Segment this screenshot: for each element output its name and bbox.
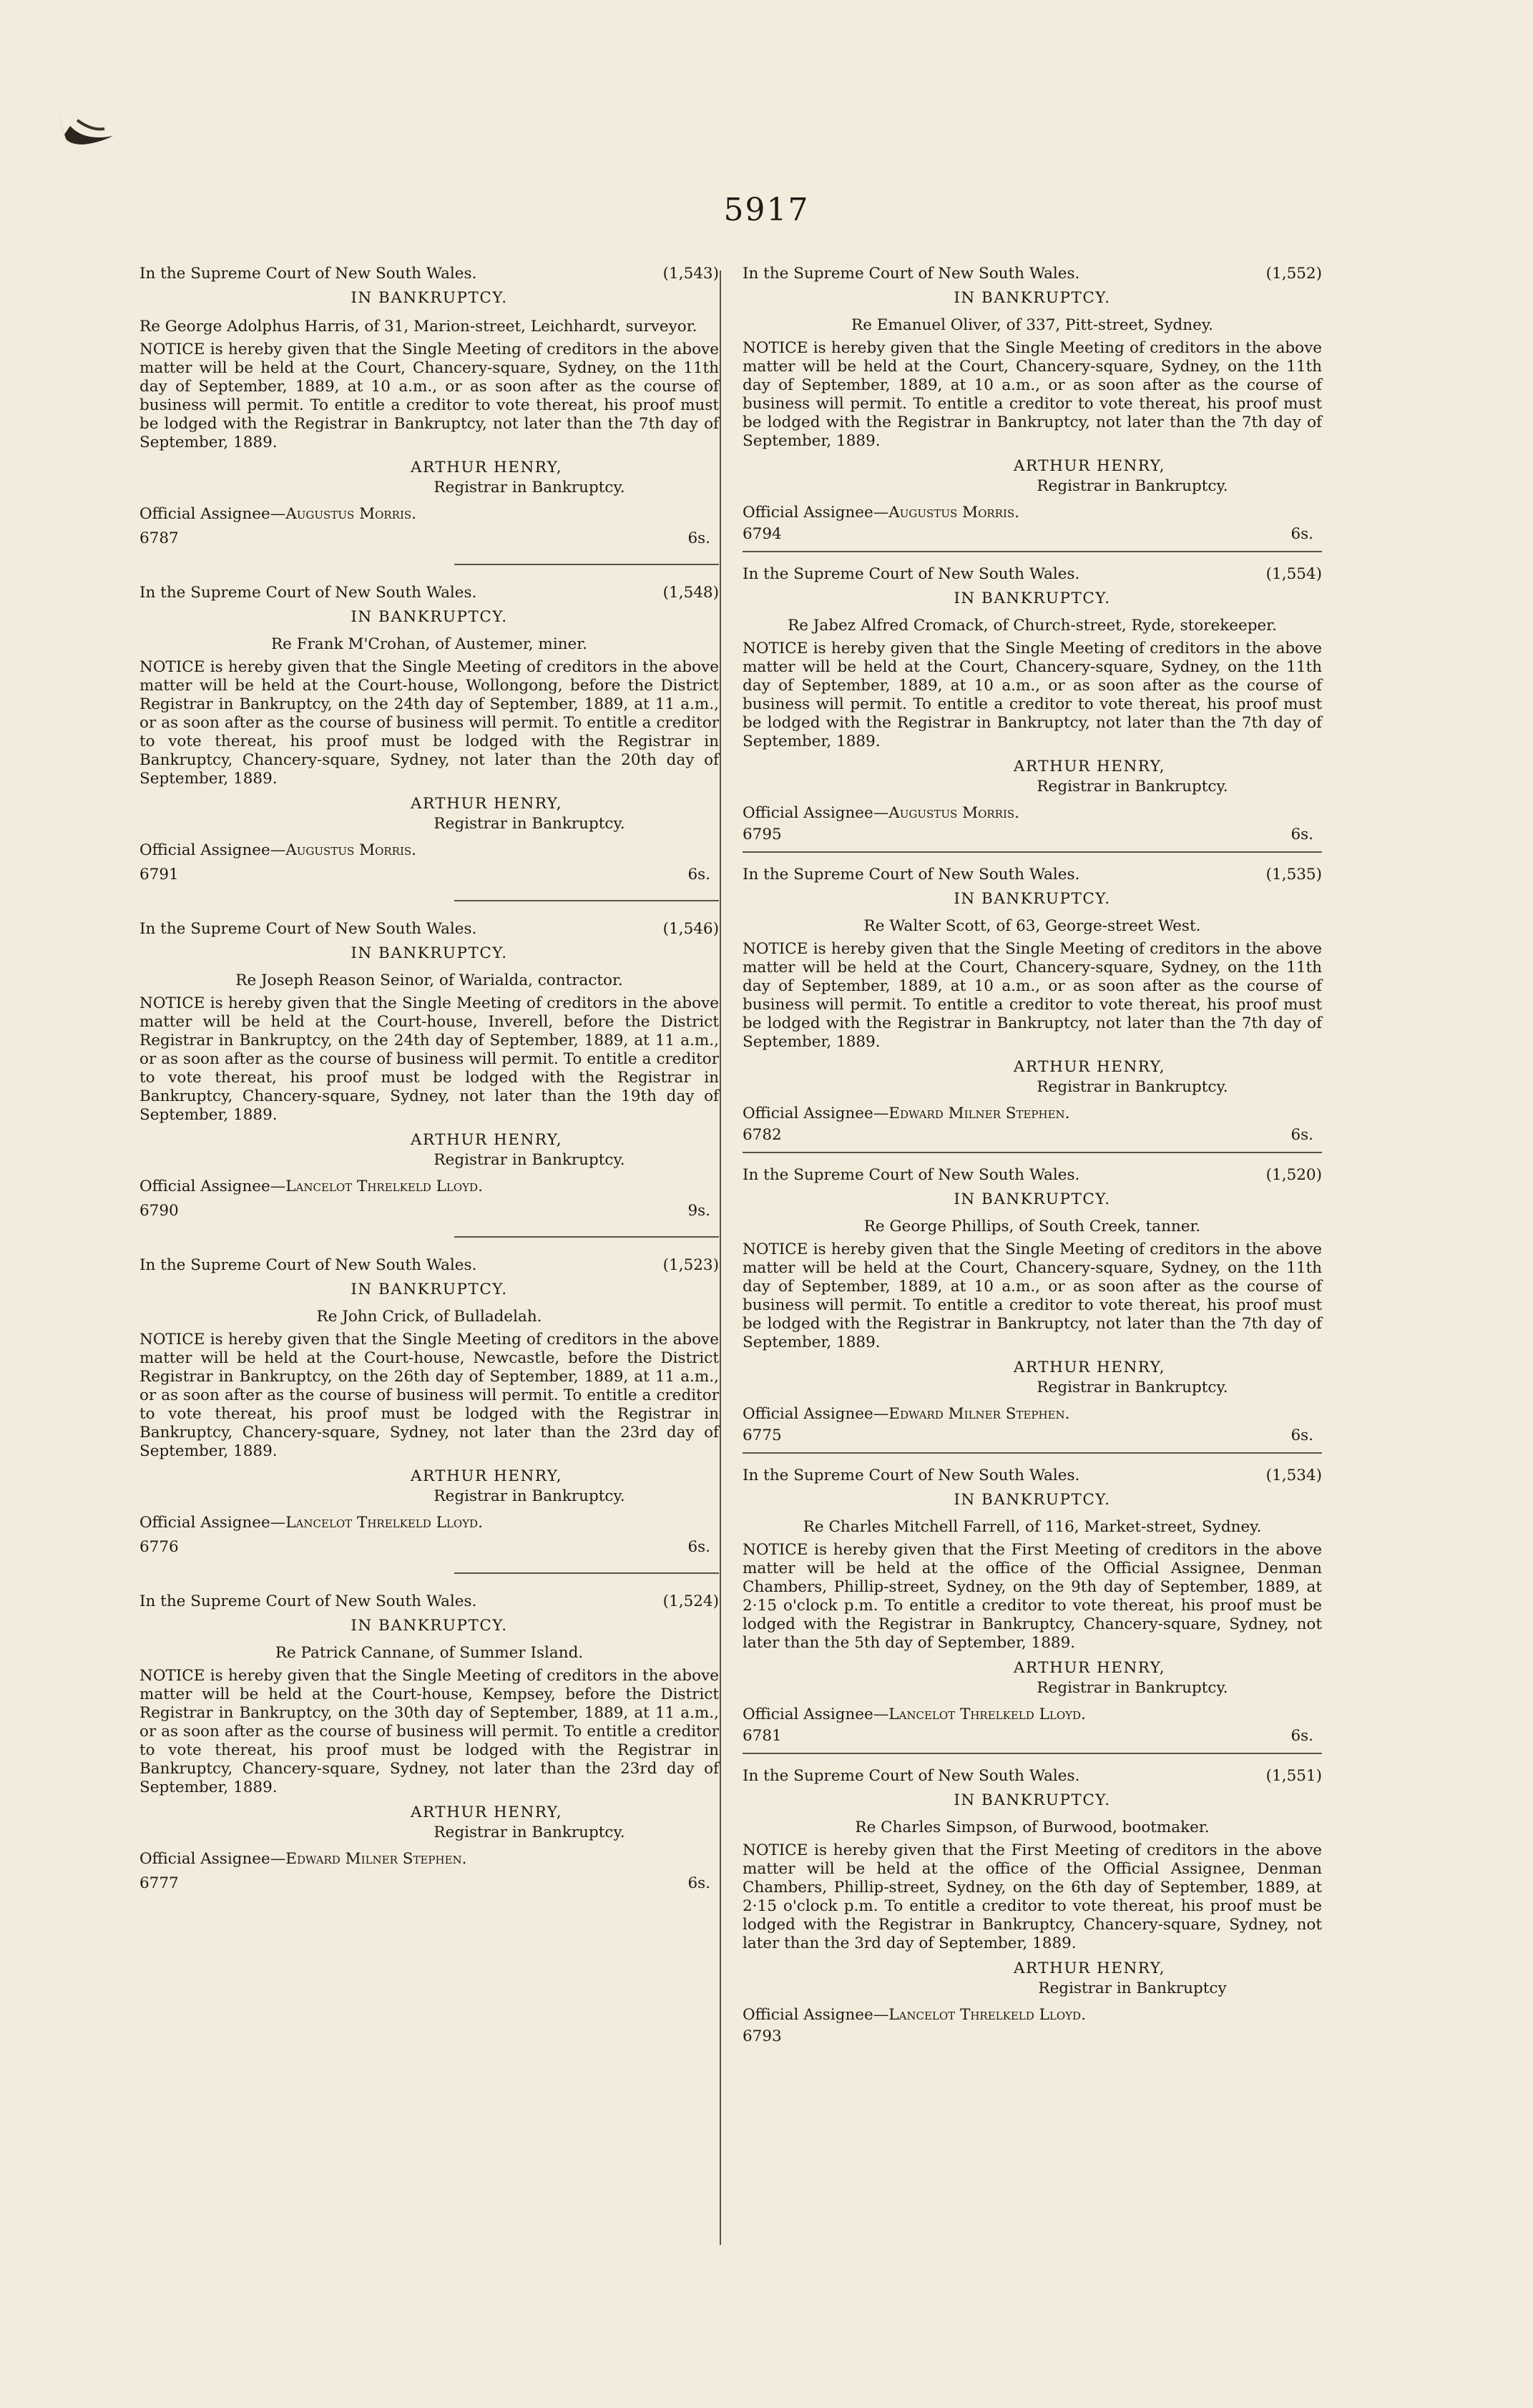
notice-number: (1,546) [662,920,719,938]
assignee-label: Official Assignee— [743,1705,889,1723]
registrar-title: Registrar in Bankruptcy. [1037,778,1228,796]
bankruptcy-notice [743,565,1322,844]
assignee-name: Lancelot Threlkeld Lloyd. [888,2006,1086,2024]
notice-heading: IN BANKRUPTCY. [351,944,508,962]
notice-number: (1,534) [1265,1467,1322,1484]
notice-fee: 6s. [1290,1126,1313,1144]
notice-heading: IN BANKRUPTCY. [351,1281,508,1298]
notice-number: (1,554) [1265,565,1322,583]
assignee-label: Official Assignee— [743,1405,889,1423]
bankruptcy-notice [139,920,719,1220]
registrar-name: ARTHUR HENRY, [1013,1359,1166,1376]
bankrupt-name: Re Walter Scott, of 63, George-street West. [863,917,1201,935]
registrar-title: Registrar in Bankruptcy [1038,1979,1227,1997]
assignee-name: Lancelot Threlkeld Lloyd. [888,1705,1086,1723]
notice-heading: IN BANKRUPTCY. [351,1617,508,1635]
notice-body: NOTICE is hereby given that the Single Meeting of creditors in the above matter will be held at the Court, Chancery-square, Sydney, on the 11th day of September, 1889, at 10 a.m., or as soon after as the course of business will permit. To entitle a creditor to vote thereat, his proof must be lodged with the Registrar in Bankruptcy, not later than the 7th day of September, 1889. [743,1240,1322,1351]
notice-divider [454,1572,719,1574]
notice-divider [743,551,1322,552]
notice-body: NOTICE is hereby given that the Single Meeting of creditors in the above matter will be held at the Court, Chancery-square, Sydney, on the 11th day of September, 1889, at 10 a.m., or as soon after as the course of business will permit. To entitle a creditor to vote thereat, his proof must be lodged with the Registrar in Bankruptcy, not later than the 7th day of September, 1889. [743,940,1322,1051]
registrar-signature [139,794,719,834]
registrar-name: ARTHUR HENRY, [410,1467,563,1485]
bankruptcy-notice [139,584,719,884]
official-assignee [743,804,1322,823]
notice-divider [743,851,1322,853]
notice-body: NOTICE is hereby given that the Single Meeting of creditors in the above matter will be held at the Court-house, Inverell, before the District Registrar in Bankruptcy, on the 24th day of September, 1889, at 11 a.m., or as soon after as the course of business will permit. To entitle a creditor to vote thereat, his proof must be lodged with the Registrar in Bankruptcy, Chancery-square, Sydney, not later than the 19th day of September, 1889. [139,994,719,1124]
bankruptcy-notice [139,1256,719,1557]
notice-divider [454,564,719,565]
notice-heading: IN BANKRUPTCY. [954,1190,1111,1208]
registrar-signature [743,757,1322,797]
registrar-signature [139,1467,719,1507]
court-name: In the Supreme Court of New South Wales. [743,866,1080,884]
assignee-name: Lancelot Threlkeld Lloyd. [285,1514,483,1532]
registrar-signature [743,1959,1322,1999]
registrar-name: ARTHUR HENRY, [410,795,563,813]
official-assignee [139,505,719,524]
assignee-label: Official Assignee— [743,1105,889,1122]
court-name: In the Supreme Court of New South Wales. [139,584,477,602]
registrar-signature [139,1803,719,1843]
reference-number: 6782 [743,1126,782,1144]
bankruptcy-notice [139,1592,719,1893]
notice-number: (1,520) [1265,1166,1322,1184]
official-assignee [743,2006,1322,2025]
assignee-label: Official Assignee— [139,505,286,523]
bankrupt-name: Re Frank M'Crohan, of Austemer, miner. [270,635,588,653]
notice-fee: 6s. [1290,1426,1313,1444]
registrar-title: Registrar in Bankruptcy. [1037,1379,1228,1396]
assignee-label: Official Assignee— [743,804,889,822]
notice-fee: 6s. [687,1538,710,1556]
registrar-signature [139,458,719,498]
reference-number: 6790 [139,1202,179,1220]
column-divider [720,270,721,2245]
notice-fee: 6s. [687,529,710,547]
registrar-signature [743,1658,1322,1698]
notice-divider [454,1236,719,1238]
reference-number: 6795 [743,826,782,843]
bankrupt-name: Re Charles Mitchell Farrell, of 116, Market-street, Sydney. [803,1518,1262,1536]
notice-fee: 6s. [687,1874,710,1892]
registrar-signature [743,1057,1322,1097]
registrar-title: Registrar in Bankruptcy. [434,815,625,833]
notice-body: NOTICE is hereby given that the Single Meeting of creditors in the above matter will be held at the Court, Chancery-square, Sydney, on the 11th day of September, 1889, at 10 a.m., or as soon after as the course of business will permit. To entitle a creditor to vote thereat, his proof must be lodged with the Registrar in Bankruptcy, not later than the 7th day of September, 1889. [743,339,1322,450]
notice-body: NOTICE is hereby given that the Single Meeting of creditors in the above matter will be held at the Court, Chancery-square, Sydney, on the 11th day of September, 1889, at 10 a.m., or as soon after as the course of business will permit. To entitle a creditor to vote thereat, his proof must be lodged with the Registrar in Bankruptcy, not later than the 7th day of September, 1889. [139,341,719,451]
assignee-label: Official Assignee— [743,2006,889,2024]
reference-number: 6781 [743,1727,782,1745]
left-column [139,265,719,1893]
reference-number: 6775 [743,1426,782,1444]
assignee-label: Official Assignee— [743,504,889,522]
official-assignee [743,1705,1322,1724]
notice-divider [743,1152,1322,1153]
registrar-title: Registrar in Bankruptcy. [1037,1679,1228,1697]
registrar-name: ARTHUR HENRY, [410,459,563,476]
registrar-signature [743,456,1322,496]
bankrupt-name: Re George Phillips, of South Creek, tanner. [863,1218,1201,1235]
notice-heading: IN BANKRUPTCY. [351,289,508,307]
registrar-name: ARTHUR HENRY, [1013,758,1166,775]
court-name: In the Supreme Court of New South Wales. [139,920,477,938]
notice-number: (1,552) [1265,265,1322,283]
notice-fee: 6s. [1290,1727,1313,1745]
registrar-name: ARTHUR HENRY, [410,1803,563,1821]
bankruptcy-notice [743,1767,1322,2046]
reference-number: 6777 [139,1874,179,1892]
notice-fee: 6s. [1290,826,1313,843]
notice-heading: IN BANKRUPTCY. [351,608,508,626]
court-name: In the Supreme Court of New South Wales. [743,565,1080,583]
notice-number: (1,548) [662,584,719,602]
assignee-name: Edward Milner Stephen. [888,1405,1070,1423]
bankruptcy-notice [743,1467,1322,1746]
page-number: 5917 [723,192,810,228]
notice-divider [743,1753,1322,1754]
bankrupt-name: Re Patrick Cannane, of Summer Island. [275,1644,584,1662]
registrar-name: ARTHUR HENRY, [1013,457,1166,475]
assignee-name: Edward Milner Stephen. [285,1850,467,1868]
reference-number: 6793 [743,2027,782,2045]
court-name: In the Supreme Court of New South Wales. [743,1166,1080,1184]
bankruptcy-notice [743,265,1322,544]
right-column [743,265,1322,2046]
court-name: In the Supreme Court of New South Wales. [139,1592,477,1610]
assignee-name: Augustus Morris. [888,504,1020,522]
registrar-signature [743,1358,1322,1398]
court-name: In the Supreme Court of New South Wales. [743,1767,1080,1785]
notice-heading: IN BANKRUPTCY. [954,1791,1111,1809]
court-name: In the Supreme Court of New South Wales. [139,265,477,283]
notice-fee: 9s. [687,1202,710,1220]
notice-fee: 6s. [687,866,710,884]
notice-heading: IN BANKRUPTCY. [954,1491,1111,1509]
registrar-signature [139,1130,719,1170]
notice-body: NOTICE is hereby given that the Single Meeting of creditors in the above matter will be held at the Court, Chancery-square, Sydney, on the 11th day of September, 1889, at 10 a.m., or as soon after as the course of business will permit. To entitle a creditor to vote thereat, his proof must be lodged with the Registrar in Bankruptcy, not later than the 7th day of September, 1889. [743,640,1322,750]
notice-heading: IN BANKRUPTCY. [954,289,1111,307]
assignee-name: Edward Milner Stephen. [888,1105,1070,1122]
bankrupt-name: Re Charles Simpson, of Burwood, bootmaker. [855,1819,1210,1836]
registrar-name: ARTHUR HENRY, [410,1131,563,1149]
notice-heading: IN BANKRUPTCY. [954,589,1111,607]
notice-fee: 6s. [1290,525,1313,543]
registrar-title: Registrar in Bankruptcy. [434,1487,625,1505]
notice-body: NOTICE is hereby given that the First Meeting of creditors in the above matter will be held at the office of the Official Assignee, Denman Chambers, Phillip-street, Sydney, on the 9th day of September, 1889, at 2·15 o'clock p.m. To entitle a creditor to vote thereat, his proof must be lodged with the Registrar in Bankruptcy, Chancery-square, Sydney, not later than the 5th day of September, 1889. [743,1541,1322,1652]
bankruptcy-notice [743,1166,1322,1445]
bankrupt-name: Re Joseph Reason Seinor, of Warialda, contractor. [235,971,623,989]
assignee-name: Augustus Morris. [285,841,417,859]
bankruptcy-notice [743,866,1322,1145]
notice-body: NOTICE is hereby given that the Single Meeting of creditors in the above matter will be held at the Court-house, Wollongong, before the District Registrar in Bankruptcy, on the 24th day of September, 1889, at 11 a.m., or as soon after as the course of business will permit. To entitle a creditor to vote thereat, his proof must be lodged with the Registrar in Bankruptcy, Chancery-square, Sydney, not later than the 20th day of September, 1889. [139,658,719,788]
registrar-name: ARTHUR HENRY, [1013,1959,1166,1977]
bankrupt-name: Re George Adolphus Harris, of 31, Marion-street, Leichhardt, surveyor. [139,318,697,336]
reference-number: 6787 [139,529,179,547]
bankrupt-name: Re Emanuel Oliver, of 337, Pitt-street, Sydney. [851,316,1213,334]
notice-body: NOTICE is hereby given that the Single Meeting of creditors in the above matter will be held at the Court-house, Newcastle, before the District Registrar in Bankruptcy, on the 26th day of September, 1889, at 11 a.m., or as soon after as the course of business will permit. To entitle a creditor to vote thereat, his proof must be lodged with the Registrar in Bankruptcy, Chancery-square, Sydney, not later than the 23rd day of September, 1889. [139,1331,719,1460]
assignee-label: Official Assignee— [139,1850,286,1868]
registrar-name: ARTHUR HENRY, [1013,1058,1166,1076]
bankrupt-name: Re John Crick, of Bulladelah. [316,1308,542,1326]
assignee-name: Augustus Morris. [888,804,1020,822]
official-assignee [139,1850,719,1869]
notice-divider [454,900,719,901]
registrar-title: Registrar in Bankruptcy. [1037,1078,1228,1096]
registrar-name: ARTHUR HENRY, [1013,1659,1166,1677]
reference-number: 6794 [743,525,782,543]
registrar-title: Registrar in Bankruptcy. [434,479,625,496]
assignee-label: Official Assignee— [139,1178,286,1195]
registrar-title: Registrar in Bankruptcy. [434,1151,625,1169]
official-assignee [743,1105,1322,1123]
ink-mark-decoration [49,92,127,156]
court-name: In the Supreme Court of New South Wales. [139,1256,477,1274]
official-assignee [139,1514,719,1532]
court-name: In the Supreme Court of New South Wales. [743,1467,1080,1484]
official-assignee [139,841,719,860]
assignee-label: Official Assignee— [139,1514,286,1532]
notice-number: (1,524) [662,1592,719,1610]
registrar-title: Registrar in Bankruptcy. [1037,477,1228,495]
bankrupt-name: Re Jabez Alfred Cromack, of Church-street, Ryde, storekeeper. [788,617,1277,635]
notice-heading: IN BANKRUPTCY. [954,890,1111,908]
notice-number: (1,535) [1265,866,1322,884]
bankruptcy-notice [139,265,719,548]
assignee-name: Lancelot Threlkeld Lloyd. [285,1178,483,1195]
official-assignee [139,1178,719,1196]
court-name: In the Supreme Court of New South Wales. [743,265,1080,283]
notice-number: (1,543) [662,265,719,283]
reference-number: 6791 [139,866,179,884]
notice-body: NOTICE is hereby given that the First Meeting of creditors in the above matter will be held at the office of the Official Assignee, Denman Chambers, Phillip-street, Sydney, on the 6th day of September, 1889, at 2·15 o'clock p.m. To entitle a creditor to vote thereat, his proof must be lodged with the Registrar in Bankruptcy, Chancery-square, Sydney, not later than the 3rd day of September, 1889. [743,1841,1322,1952]
notice-divider [743,1452,1322,1454]
reference-number: 6776 [139,1538,179,1556]
registrar-title: Registrar in Bankruptcy. [434,1824,625,1841]
official-assignee [743,504,1322,522]
notice-body: NOTICE is hereby given that the Single Meeting of creditors in the above matter will be held at the Court-house, Kempsey, before the District Registrar in Bankruptcy, on the 30th day of September, 1889, at 11 a.m., or as soon after as the course of business will permit. To entitle a creditor to vote thereat, his proof must be lodged with the Registrar in Bankruptcy, Chancery-square, Sydney, not later than the 23rd day of September, 1889. [139,1667,719,1796]
official-assignee [743,1405,1322,1424]
notice-number: (1,523) [662,1256,719,1274]
assignee-label: Official Assignee— [139,841,286,859]
assignee-name: Augustus Morris. [285,505,417,523]
notice-number: (1,551) [1265,1767,1322,1785]
